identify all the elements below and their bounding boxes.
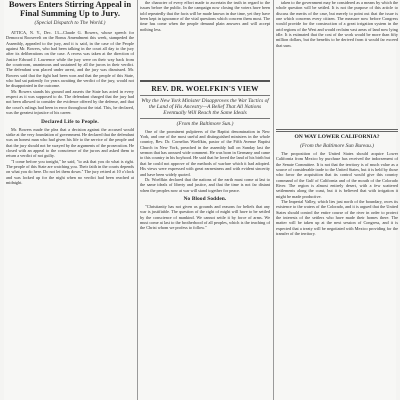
column-left bbox=[6, 0, 134, 400]
article-continuation bbox=[140, 0, 270, 78]
dateline-woelfkin: (From the Baltimore Sun.) bbox=[176, 120, 234, 127]
headline-lower-california: ON WAY LOWER CALIFORNIA? bbox=[294, 134, 380, 140]
paragraph: "Christianity has not given us grounds and reasons for beliefs that any war is justifiable. The question of the right of might will have to be settled by the conscience of mankind. We cannot settle it by force of arms. We must come at last to the brotherhood of all peoples, which is the teaching of the Christ whom we profess to follow." bbox=[140, 203, 270, 231]
paragraph: The proposition of the United States should acquire Lower California from Mexico by purchase has received the indorsement of the Senate Committee. It is not that the territory is of much value as a source of considerable trade to the United States, but it is held by those who favor the acquisition that its control would give this country command of the Gulf of California and of the mouth of the Colorado River. The region is almost entirely desert, with a few scattered settlements along the coast, but it is believed that with irrigation it might be made productive. bbox=[276, 150, 398, 199]
article-lower-california bbox=[276, 126, 398, 236]
subhead-no-blood: No Blood Sodden. bbox=[183, 195, 227, 202]
article-continuation-right bbox=[276, 0, 398, 122]
divider bbox=[140, 118, 270, 119]
dateline-lower-california: (From the Baltimore Sun Bureau.) bbox=[300, 142, 374, 149]
paragraph: taken to the government may be considered as a means by which the whole question will be settled. It is not the purpose of this article to discuss the merits of the case, but merely to point out that the issue is one which concerns every citizen. The measure now before Congress would provide for the construction of a great irrigation system in the arid regions of the West and would reclaim vast areas of land now lying idle. It is estimated that the cost of the work would be more than fifty million dollars, but the benefits to be derived from it would far exceed that sum. bbox=[276, 0, 398, 48]
column-rule bbox=[273, 0, 274, 400]
dateline-bowers: (Special Dispatch to The World.) bbox=[34, 20, 106, 27]
headline-woelfkin: REV. DR. WOELFKIN'S VIEW bbox=[151, 84, 259, 93]
divider bbox=[140, 95, 270, 96]
divider bbox=[276, 129, 398, 132]
newspaper-page bbox=[4, 0, 396, 400]
paragraph: Dr. Woelfkin declared that the nations of the earth must come at last to the same ideals of liberty and justice, and that the time is not far distant when the peoples now at war will stand together for peace. bbox=[140, 176, 270, 193]
article-bowers-header bbox=[6, 0, 134, 28]
paragraph: One of the prominent pulpiteers of the Baptist denomination in New York, and one of the most useful and distinguished ministers in the whole country, Rev. Dr. Cornelius Woelfkin, pastor of the Fifth Avenue Baptist Church in New York, preached in the assembly hall on Sunday last the sermon that has aroused wide comment. He was born in Germany and came to this country in his boyhood. He said that he loved the land of his birth but that he could not approve of the methods of warfare which it had adopted. His views were expressed with great earnestness and with evident sincerity and have been widely quoted. bbox=[140, 128, 270, 177]
paragraph: Mr. Bowers made the plea that a decision against the accused would strike at the very foundation of government. He declared that the defendant was an honest man who had given his life to the service of the people and that the jury should not be swayed by the arguments of the prosecution. He closed with an appeal to the conscience of the jurors and asked them to return a verdict of not guilty. bbox=[6, 126, 134, 159]
article-woelfkin bbox=[140, 80, 270, 231]
paragraph: The Imperial Valley, which lies just north of the boundary, owes its existence to the waters of the Colorado, and it is argued that the United States should control the entire course of the river in order to protect the interests of the settlers who have made their homes there. The matter will be taken up at the next session of Congress, and it is expected that a treaty will be negotiated with Mexico providing for the transfer of the territory. bbox=[276, 198, 398, 237]
paragraph: Mr. Bowers stands his ground and asserts the State has acted in every respect as it was supposed to do. The defendant charged that the jury had not been allowed to consider the evidence offered by the defense, and that the court's rulings had been in error throughout the trial. This, he declared, was the greatest injustice of his career. bbox=[6, 88, 134, 116]
paragraph: "I come before you tonight," he said, "to ask that you do what is right. The people of this State are watching you. Their faith in the courts depends on what you do here. Do not let them down." The jury retired at 10 o'clock and was locked up for the night when no verdict had been reached at midnight. bbox=[6, 158, 134, 185]
paragraph: ATTICA, N. Y., Dec. 13—Claude G. Bowers, whose speech for Democrat Roosevelt on the Bonus Amendment this week, stampeded the Assembly, appealed to the jury, and it is said, in the case of the People against Mr. Bowers, who had been talking in the court all day to the jury after its deliberations on the case. A recess was taken at the direction of Justice Edward J. Lawrence while the jury were on their way back from the courtroom, unanimous and sustained by all the jurors in their verdict. The defendant was placed under arrest, and the jury was dismissed. Mr. Bowers said that the fight had been won and that the people of this State, who had sat patiently for years awaiting the verdict of the jury, would not be disappointed in the outcome. bbox=[6, 30, 134, 89]
subheadline-woelfkin: Why the New York Minister Disapproves the War Tactics of the Land of His Ancestry—A Belief That All Nations Eventually Will Reach the Same Ideals bbox=[141, 97, 269, 116]
headline-bowers: Bowers Enters Stirring Appeal in Final Summing Up to Jury. bbox=[8, 0, 132, 19]
column-middle bbox=[140, 0, 270, 400]
column-rule bbox=[137, 0, 138, 400]
column-right bbox=[276, 0, 398, 400]
paragraph: the character of every effort made to ascertain the truth in regard to the issues before the public. In the campaign now closing the voters have been told repeatedly that the facts will be made known in due time, yet they have been kept in ignorance of the vital questions which concern them most. The time has come when the people demand plain answers and will accept nothing less. bbox=[140, 0, 270, 32]
article-bowers-body bbox=[6, 30, 134, 185]
subhead-declared-life: Declared Life to People. bbox=[41, 118, 99, 125]
